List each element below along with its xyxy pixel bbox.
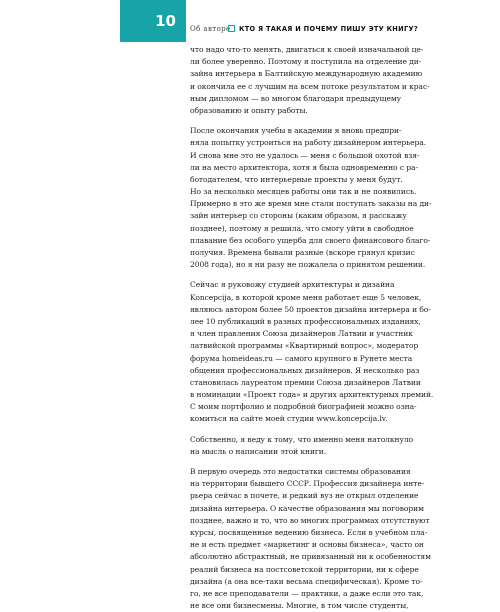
text-line: становилась лауреатом премии Союза дизайнеров Латвии <box>190 377 421 387</box>
text-line: Но за несколько месяцев работы они так и не появились. <box>190 187 417 197</box>
text-line: рьера сейчас в почете, и редкий вуз не открыл отделение <box>190 491 419 501</box>
text-line: Koncepcija, в которой кроме меня работает еще 5 человек, <box>190 292 422 302</box>
text-line: что надо что-то менять, двигаться к своей изначальной це- <box>190 45 424 54</box>
text-line: лее 10 публикаций в разных профессиональных изданиях, <box>190 316 421 326</box>
text-line: плавание без особого ущерба для своего финансового благо- <box>190 235 431 245</box>
text-line: комиться на сайте моей студии www.koncepcija.lv. <box>190 414 388 424</box>
text-line: абсолютно абстрактный, не привязанный ни к особенностям <box>190 552 431 562</box>
text-line: ным дипломом — во многом благодаря предыдущему <box>190 93 402 103</box>
paragraph <box>190 279 434 425</box>
text-line: получия. Времена бывали разные (вскоре грянул кризис <box>190 248 415 257</box>
text-line: 2008 года), но я ни разу не пожалела о принятом решении. <box>190 260 426 270</box>
text-line: ли на место архитектора, хотя я была одновременно с ра- <box>190 162 418 172</box>
text-line: В первую очередь это недостатки системы образования <box>190 467 411 476</box>
text-line: являюсь автором более 50 проектов дизайна интерьера и бо- <box>190 304 431 314</box>
text-line: на территории бывшего СССР. Профессия дизайнера инте- <box>190 479 425 489</box>
text-line: я член правления Союза дизайнеров Латвии и участник <box>190 329 413 339</box>
text-line: позднее, важно и то, что во многих программах отсутствуют <box>190 515 430 525</box>
text-line: образованию и опыту работы. <box>190 105 308 115</box>
text-line: курсы, посвященные ведению бизнеса. Если в учебном пла- <box>190 527 428 537</box>
text-line: Сейчас я руковожу студией архитектуры и дизайна <box>190 280 395 290</box>
text-line: ли более уверенно. Поэтому я поступила на отделение ди- <box>190 57 422 67</box>
text-line: го, не все преподаватели — практики, а даже если это так, <box>190 588 424 598</box>
text-line: не все они бизнесмены. Многие, в том числе студенты, <box>190 601 409 611</box>
paragraph <box>190 125 432 271</box>
text-line: позднее), поэтому я решила, что смогу уйти в свободное <box>190 223 414 233</box>
paragraph <box>190 434 418 458</box>
text-line: дизайна (а она все-таки весьма специфическая). Кроме то- <box>190 576 423 586</box>
text-line: реалий бизнеса на постсоветской территории, ни к сфере <box>190 564 419 574</box>
section-label: Об авторе <box>190 25 231 33</box>
paragraph <box>190 44 430 117</box>
chapter-title: КТО Я ТАКАЯ И ПОЧЕМУ ПИШУ ЭТУ КНИГУ? <box>239 24 418 33</box>
paragraph <box>190 466 431 612</box>
text-line: общения профессиональных дизайнеров. Я несколько раз <box>190 365 420 375</box>
text-line: няла попытку устроиться на работу дизайнером интерьера. <box>190 138 427 148</box>
text-line: Собственно, я веду к тому, что именно меня натолкнуло <box>190 434 414 444</box>
text-line: После окончания учебы в академии я вновь предпри- <box>190 126 402 136</box>
text-line: С моим портфолио и подробной биографией можно озна- <box>190 402 417 412</box>
text-line: и окончила ее с лучшим на всем потоке результатом и крас- <box>190 81 430 91</box>
text-line: Примерно в это же время мне стали поступать заказы на ди- <box>190 199 432 209</box>
text-line: форума homeideas.ru — самого крупного в Рунете места <box>190 353 413 363</box>
page-number: 10 <box>120 0 186 42</box>
text-line: И снова мне это не удалось — меня с большой охотой взя- <box>190 150 420 160</box>
text-line: не и есть предмет «маркетинг и основы бизнеса», часто он <box>190 540 424 550</box>
text-line: дизайна интерьера. О качестве образования мы поговорим <box>190 503 424 513</box>
text-line: зайн интерьер со стороны (каким образом, я расскажу <box>190 211 407 221</box>
body-text <box>190 44 434 612</box>
text-line: на мысль о написании этой книги. <box>190 446 327 456</box>
text-line: латвийской программы «Квартирный вопрос», модератор <box>190 341 419 351</box>
chapter-marker-icon <box>228 25 235 32</box>
text-line: в номинации «Проект года» и других архитектурных премий. <box>190 390 434 400</box>
page-header <box>0 0 500 46</box>
text-line: зайна интерьера в Балтийскую международную академию <box>190 69 423 79</box>
text-line: ботодателем, что интерьерные проекты у меня будут. <box>190 174 403 184</box>
